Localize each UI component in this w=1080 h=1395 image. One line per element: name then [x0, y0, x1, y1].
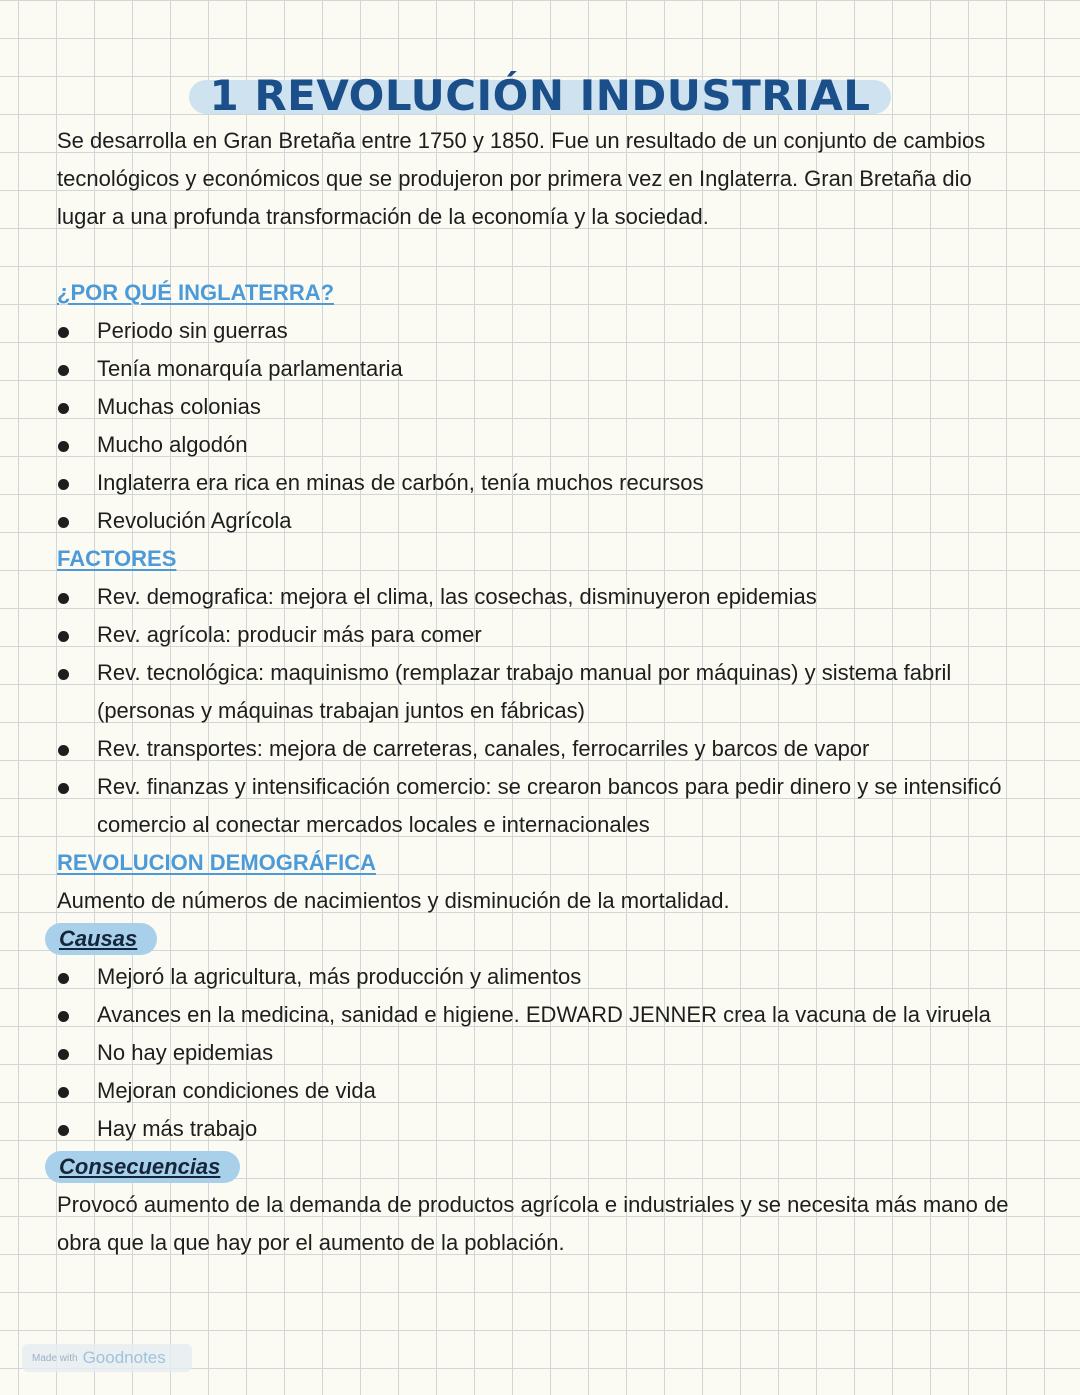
intro-paragraph: Se desarrolla en Gran Bretaña entre 1750 y 1850. Fue un resultado de un conjunto de cambios tecnológicos y económicos que se produjeron por primera vez en Inglaterra. Gran Bretaña dio lugar a una profunda transformación de la economía y la sociedad.	[57, 128, 986, 229]
list-item: Periodo sin guerras	[57, 312, 1017, 350]
list-item: Rev. tecnológica: maquinismo (remplazar trabajo manual por máquinas) y sistema fabril (personas y máquinas trabajan juntos en fábricas)	[57, 654, 1017, 730]
list-item: Mejoró la agricultura, más producción y alimentos	[57, 958, 1017, 996]
heading-revolucion-demografica: REVOLUCION DEMOGRÁFICA	[57, 850, 376, 875]
list-item: Muchas colonias	[57, 388, 1017, 426]
list-item: Rev. demografica: mejora el clima, las cosechas, disminuyeron epidemias	[57, 578, 1017, 616]
factores-list	[57, 578, 1017, 844]
por-que-list	[57, 312, 1017, 540]
note-content	[57, 122, 1017, 1262]
causas-label: Causas	[45, 923, 157, 955]
page-title: 1 REVOLUCIÓN INDUSTRIAL	[189, 70, 890, 122]
list-item: Revolución Agrícola	[57, 502, 1017, 540]
list-item: Rev. agrícola: producir más para comer	[57, 616, 1017, 654]
list-item: Mejoran condiciones de vida	[57, 1072, 1017, 1110]
list-item: No hay epidemias	[57, 1034, 1017, 1072]
title-area	[0, 70, 1080, 122]
list-item: Hay más trabajo	[57, 1110, 1017, 1148]
consecuencias-text: Provocó aumento de la demanda de productos agrícola e industriales y se necesita más mano de obra que la que hay por el aumento de la población.	[57, 1192, 1009, 1255]
list-item: Mucho algodón	[57, 426, 1017, 464]
watermark-made-with: Made with	[32, 1352, 78, 1364]
causas-list	[57, 958, 1017, 1148]
list-item: Avances en la medicina, sanidad e higiene. EDWARD JENNER crea la vacuna de la viruela	[57, 996, 1017, 1034]
heading-factores: FACTORES	[57, 546, 177, 571]
list-item: Inglaterra era rica en minas de carbón, tenía muchos recursos	[57, 464, 1017, 502]
list-item: Rev. finanzas y intensificación comercio: se crearon bancos para pedir dinero y se intensificó comercio al conectar mercados locales e internacionales	[57, 768, 1017, 844]
consecuencias-label: Consecuencias	[45, 1151, 240, 1183]
heading-por-que: ¿POR QUÉ INGLATERRA?	[57, 280, 335, 305]
watermark-brand: Goodnotes	[82, 1348, 166, 1367]
demografica-text: Aumento de números de nacimientos y disminución de la mortalidad.	[57, 888, 730, 913]
list-item: Tenía monarquía parlamentaria	[57, 350, 1017, 388]
goodnotes-watermark	[22, 1344, 192, 1372]
list-item: Rev. transportes: mejora de carreteras, canales, ferrocarriles y barcos de vapor	[57, 730, 1017, 768]
